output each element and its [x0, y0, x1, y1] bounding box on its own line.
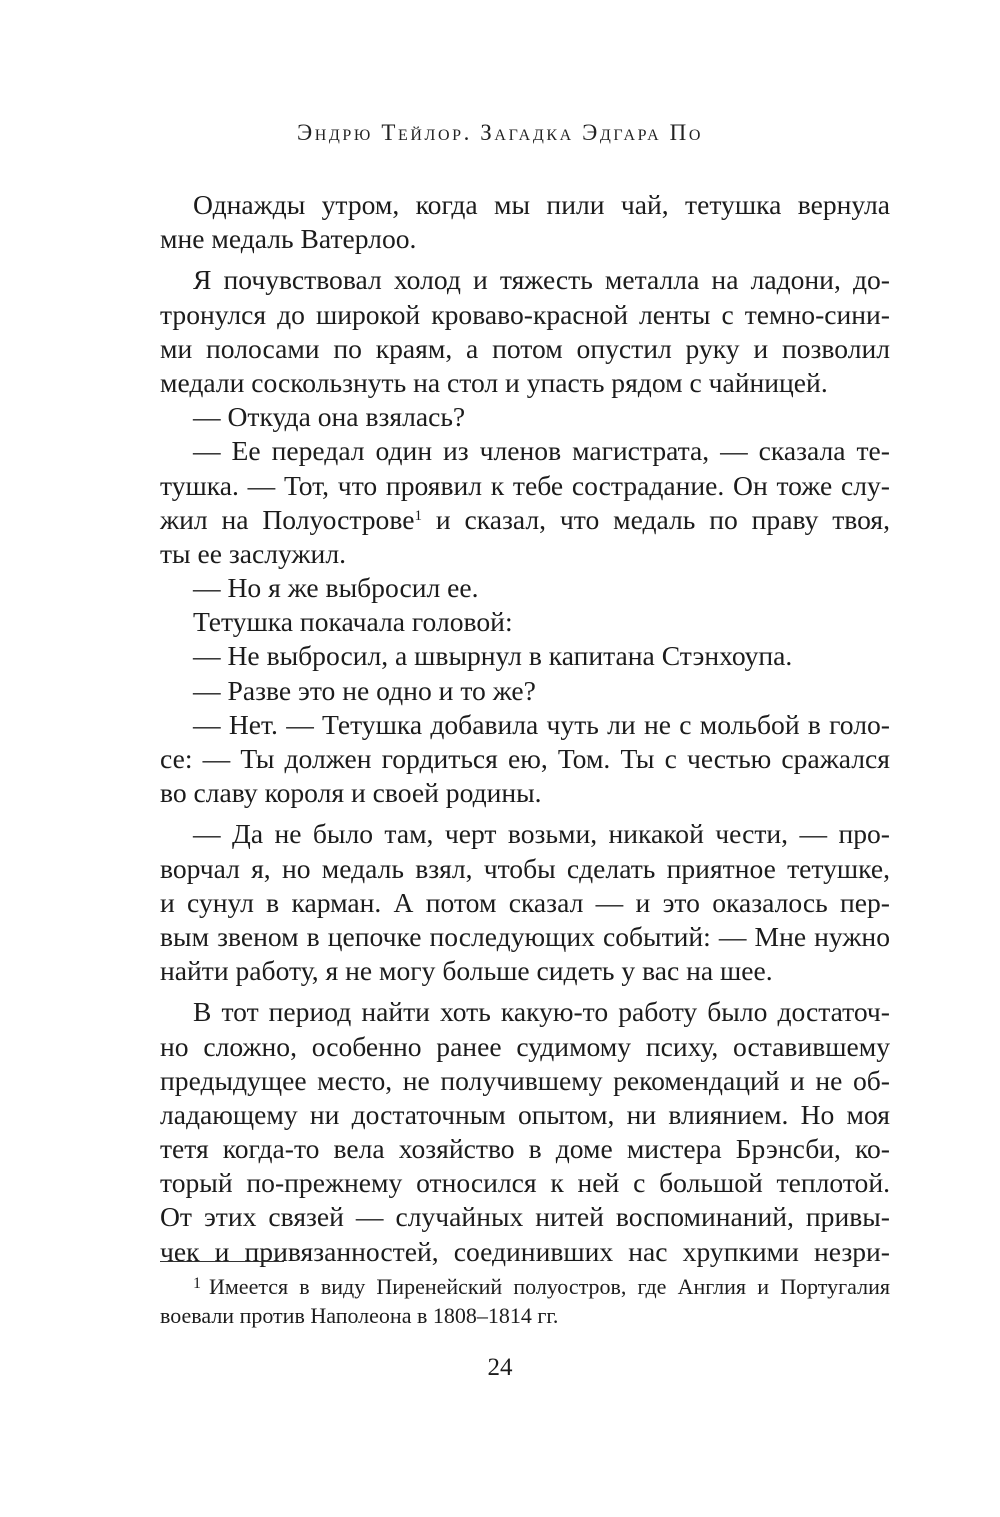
text-line: мне медаль Ватерлоо.: [160, 223, 417, 255]
text-line: торый по-прежнему относился к ней с большой теплотой.: [160, 1167, 890, 1199]
text-line: предыдущее место, не получившему рекомендаций и не об-: [160, 1064, 890, 1096]
body-text: [160, 188, 890, 1269]
page-number: 24: [487, 1354, 513, 1381]
text-line: тронулся до широкой кроваво-красной ленты с темно-сини-: [160, 298, 890, 330]
text-line: ворчал я, но медаль взял, чтобы сделать приятное тетушке,: [160, 852, 890, 884]
text-line: во славу короля и своей родины.: [160, 777, 542, 809]
text-line: но сложно, особенно ранее судимому психу, оставившему: [160, 1030, 890, 1062]
text-line: тетя когда-то вела хозяйство в доме мистера Брэнсби, ко-: [160, 1133, 890, 1165]
text-line: — Да не было там, черт возьми, никакой чести, — про-: [193, 818, 890, 850]
text-line: и сунул в карман. А потом сказал — и это оказалось пер-: [160, 886, 890, 918]
text-line: медали соскользнуть на стол и упасть рядом с чайницей.: [160, 366, 828, 398]
footnote-marker: 1: [193, 1275, 201, 1292]
text-line: тушка. — Тот, что проявил к тебе сострадание. Он тоже слу-: [160, 469, 890, 501]
text-line: — Ее передал один из членов магистрата, — сказала те-: [193, 435, 890, 467]
text-line: Однажды утром, когда мы пили чай, тетушка вернула: [193, 189, 890, 220]
footnote-line: воевали против Наполеона в 1808–1814 гг.: [160, 1303, 559, 1328]
text-line: — Нет. — Тетушка добавила чуть ли не с мольбой в голо-: [193, 708, 890, 740]
footnote-separator: [160, 1261, 284, 1262]
text-line: — Разве это не одно и то же?: [193, 674, 536, 706]
text-line: Я почувствовал холод и тяжесть металла на ладони, до-: [193, 264, 890, 296]
footnote-reference: 1: [414, 507, 422, 524]
text-line: ты ее заслужил.: [160, 537, 346, 569]
text-line: вым звеном в цепочке последующих событий: — Мне нужно: [160, 920, 890, 952]
text-line: чек и привязанностей, соединивших нас хрупкими незри-: [160, 1235, 890, 1267]
text-line: — Не выбросил, а швырнул в капитана Стэнхоупа.: [193, 640, 793, 672]
footnote-line: $^1$ Имеется в виду Пиренейский полуостров, где Англия и Португалия: [193, 1274, 890, 1299]
running-head: Эндрю Тейлор. Загадка Эдгара По: [296, 120, 704, 145]
text-line: — Откуда она взялась?: [193, 401, 466, 433]
text-line: се: — Ты должен гордиться ею, Том. Ты с честью сражался: [160, 743, 890, 774]
text-line: ми полосами по краям, а потом опустил руку и позволил: [160, 332, 890, 364]
text-line: Тетушка покачала головой:: [193, 606, 513, 638]
text-line: найти работу, я не могу больше сидеть у вас на шее.: [160, 955, 773, 987]
text-line: От этих связей — случайных нитей воспоминаний, привы-: [160, 1201, 890, 1233]
text-line: ладающему ни достаточным опытом, ни влиянием. Но моя: [160, 1098, 890, 1130]
text-line-with-footnote-ref: жил на Полуострове$^1$ и сказал, что медаль по праву твоя,: [160, 503, 890, 535]
text-line: — Но я же выбросил ее.: [193, 572, 479, 604]
footnote: [160, 1272, 890, 1330]
text-line: В тот период найти хоть какую-то работу было достаточ-: [193, 996, 890, 1028]
